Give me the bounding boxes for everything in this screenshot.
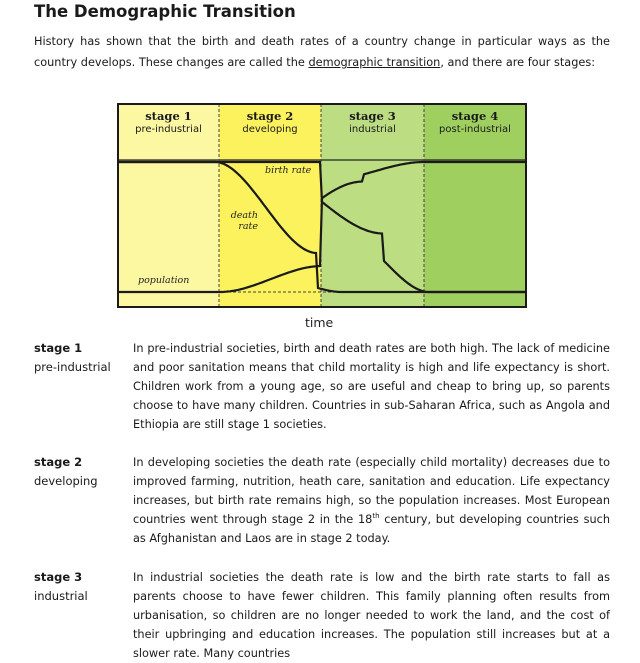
section-stage-1-text: In pre-industrial societies, birth and death rates are both high. The lack of medicine and poor sanitation means that child mortality is high and life expectancy is short. Children work from a young age, so are useful and cheap to bring up, so parents choose to have many children. Countries in sub-Saharan Africa, such as Angola and Ethiopia are still stage 1 societies. (133, 342, 610, 431)
section-stage-2-text (133, 453, 610, 548)
stage-2-header (219, 109, 321, 137)
section-stage-2-text-a: In developing societies the death rate (especially child mortality) decreases due to improved farming, nutrition, heath care, sanitation and education. Life expectancy increases, but birth rate remains high, so the population increases. Most European countries went through stage 2 in the 18 (133, 456, 610, 526)
stage-3-label: industrial (349, 124, 396, 135)
intro-text-start: History has shown that the birth and death rates of a country change in particular ways as the country develops. These changes are called the (34, 35, 610, 69)
page-title: The Demographic Transition (34, 2, 296, 21)
death-rate-label-line2: rate (238, 221, 258, 232)
section-stage-2-heading (34, 453, 98, 490)
section-stage-1-label: pre-industrial (34, 359, 111, 374)
section-stage-1-name: stage 1 (34, 341, 83, 355)
birth-rate-label: birth rate (265, 165, 312, 176)
stage-2-label: developing (242, 124, 298, 135)
stage-3-name: stage 3 (349, 109, 396, 123)
death-rate-label (228, 210, 258, 232)
section-stage-2-label: developing (34, 473, 98, 488)
section-stage-1-heading (34, 339, 111, 376)
population-label: population (138, 275, 190, 286)
stage-2-name: stage 2 (246, 109, 294, 123)
stage-3-header (321, 109, 424, 137)
stage-4-name: stage 4 (451, 109, 499, 123)
stage-1-label: pre-industrial (135, 124, 202, 135)
section-stage-3-label: industrial (34, 588, 88, 603)
section-stage-2-text-b: century, but developing countries such as Afghanistan and Laos are in stage 2 today. (133, 513, 610, 545)
stage-1-name: stage 1 (145, 109, 192, 123)
intro-text-end: , and there are four stages: (440, 56, 596, 69)
death-rate-label-line1: death (230, 210, 258, 221)
section-stage-2-name: stage 2 (34, 455, 83, 469)
demographic-transition-chart (100, 102, 545, 334)
stage-1-header (118, 109, 219, 137)
section-stage-3-text: In industrial societies the death rate is low and the birth rate starts to fall as parents choose to have fewer children. This family planning often results from urbanisation, so children are no longer needed to work the land, and the cost of their upbringing and education increases. The population still increases but at a slower rate. Many countries (133, 571, 610, 660)
demographic-transition-link[interactable]: demographic transition (308, 56, 441, 69)
section-stage-3-name: stage 3 (34, 570, 83, 584)
section-stage-3-heading (34, 568, 88, 605)
century-superscript: th (372, 512, 380, 521)
x-axis-label: time (305, 315, 334, 330)
intro-paragraph (34, 31, 610, 73)
stage-4-label: post-industrial (439, 124, 511, 135)
stage-4-header (424, 109, 526, 137)
